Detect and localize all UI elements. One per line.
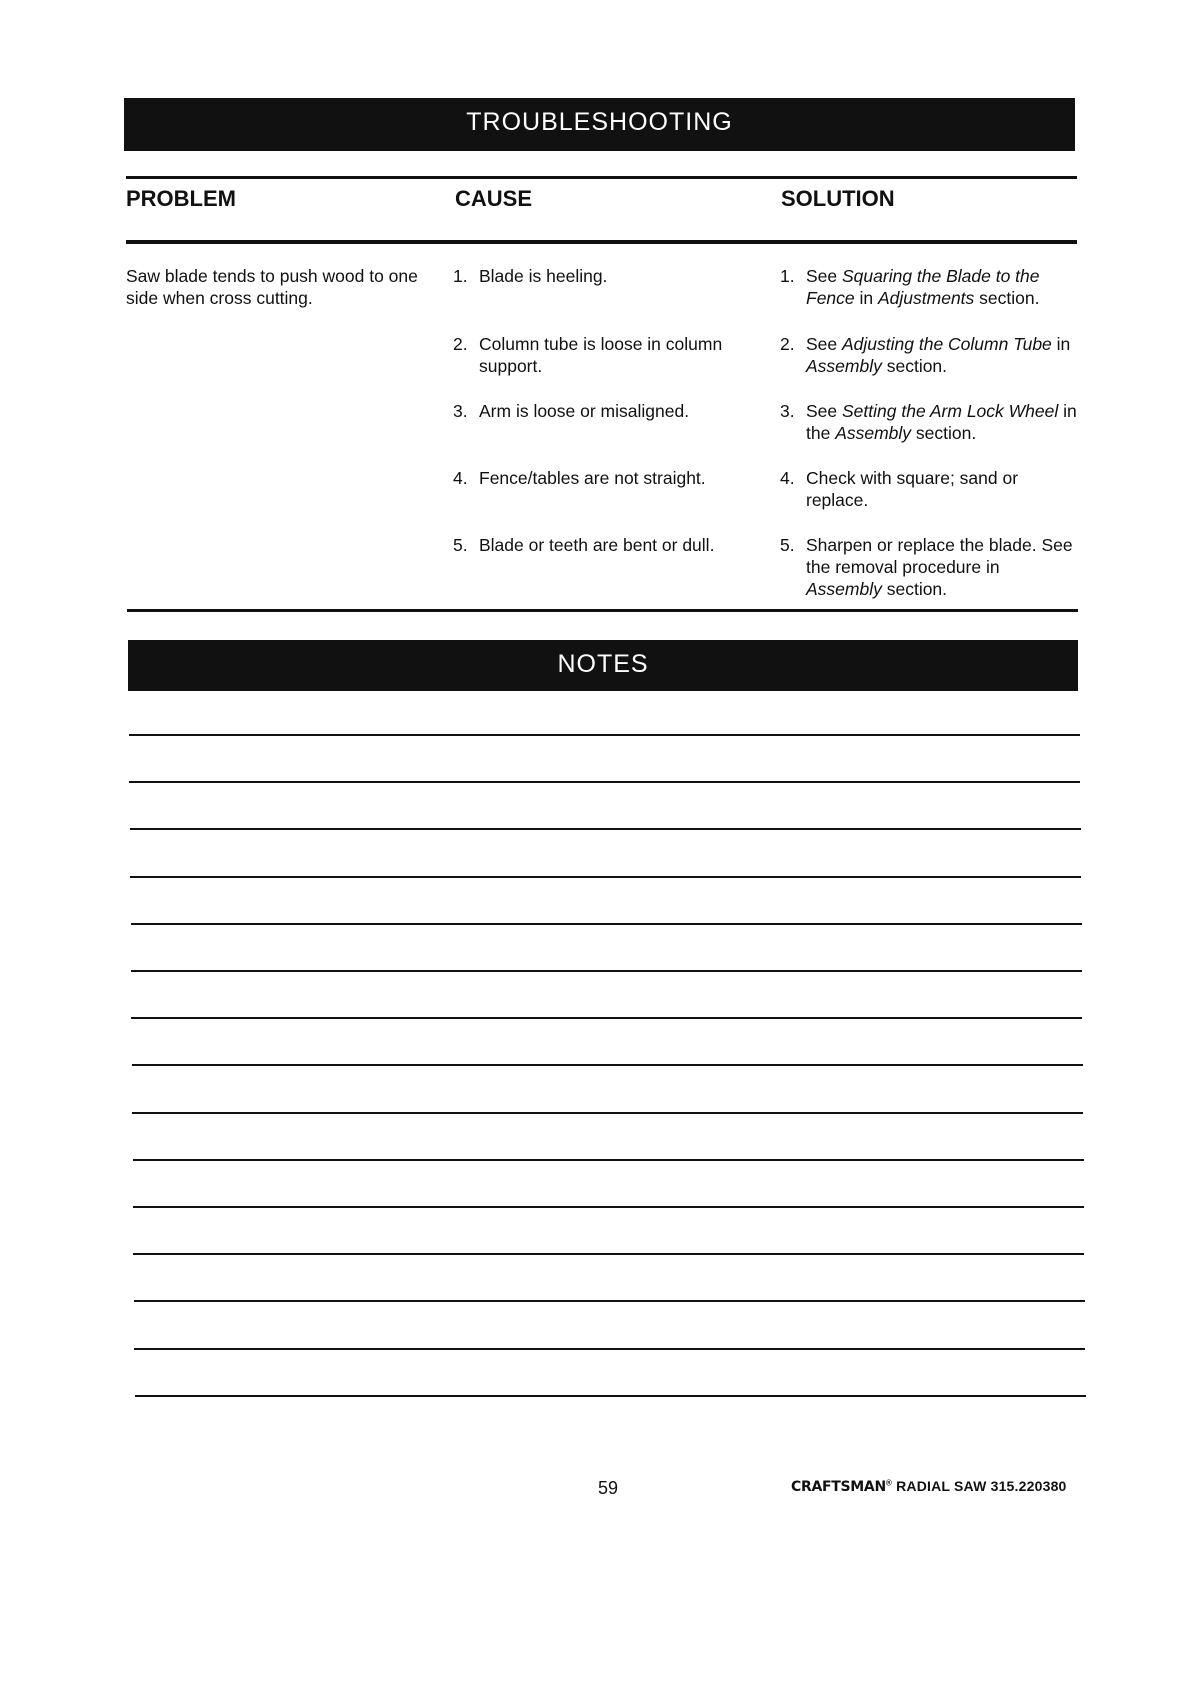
cause-text: Blade or teeth are bent or dull. bbox=[479, 535, 715, 555]
troubleshooting-title-bar bbox=[124, 98, 1075, 151]
notes-line bbox=[133, 1253, 1084, 1255]
table-top-rule bbox=[126, 176, 1077, 179]
cause-item bbox=[453, 400, 753, 422]
footer-brand bbox=[791, 1478, 1067, 1495]
notes-line bbox=[130, 828, 1081, 830]
notes-line bbox=[131, 923, 1082, 925]
solution-item bbox=[780, 534, 1080, 600]
cause-item bbox=[453, 265, 753, 287]
notes-line bbox=[132, 1064, 1083, 1066]
problem-text: Saw blade tends to push wood to one side when cross cutting. bbox=[126, 266, 418, 308]
cause-item bbox=[453, 333, 753, 377]
notes-line bbox=[131, 970, 1082, 972]
problem-header: PROBLEM bbox=[126, 186, 236, 211]
product-name: RADIAL SAW 315.220380 bbox=[896, 1478, 1067, 1494]
page-number: 59 bbox=[598, 1478, 619, 1498]
cause-number: 5. bbox=[453, 535, 468, 555]
notes-line bbox=[135, 1395, 1086, 1397]
troubleshooting-title: TROUBLESHOOTING bbox=[466, 108, 733, 136]
cause-number: 4. bbox=[453, 468, 468, 488]
notes-title-bar bbox=[128, 640, 1078, 691]
cause-item bbox=[453, 467, 753, 489]
notes-line bbox=[131, 1017, 1082, 1019]
notes-line bbox=[129, 734, 1080, 736]
cause-header: CAUSE bbox=[455, 186, 533, 211]
cause-text: Fence/tables are not straight. bbox=[479, 468, 706, 488]
table-header-rule bbox=[126, 240, 1077, 244]
solution-item bbox=[780, 265, 1080, 309]
cause-text: Blade is heeling. bbox=[479, 266, 608, 286]
cause-number: 1. bbox=[453, 266, 468, 286]
registered-mark: ® bbox=[885, 1478, 892, 1488]
cause-number: 3. bbox=[453, 401, 468, 421]
solution-text: See Squaring the Blade to the Fence in Adjustments section. bbox=[806, 266, 1040, 308]
cause-item bbox=[453, 534, 753, 556]
solution-number: 3. bbox=[780, 401, 795, 421]
notes-line bbox=[133, 1206, 1084, 1208]
cause-text: Arm is loose or misaligned. bbox=[479, 401, 690, 421]
notes-title: NOTES bbox=[557, 650, 649, 678]
notes-line bbox=[129, 781, 1080, 783]
table-bottom-rule bbox=[127, 609, 1078, 612]
solution-header: SOLUTION bbox=[781, 186, 895, 211]
notes-line bbox=[134, 1348, 1085, 1350]
solution-text: Sharpen or replace the blade. See the removal procedure in Assembly section. bbox=[806, 535, 1073, 599]
cause-number: 2. bbox=[453, 334, 468, 354]
solution-number: 4. bbox=[780, 468, 795, 488]
solution-number: 2. bbox=[780, 334, 795, 354]
solution-item bbox=[780, 400, 1080, 444]
solution-text: Check with square; sand or replace. bbox=[806, 468, 1019, 510]
notes-line bbox=[132, 1112, 1083, 1114]
notes-line bbox=[130, 876, 1081, 878]
solution-number: 5. bbox=[780, 535, 795, 555]
notes-line bbox=[133, 1159, 1084, 1161]
solution-number: 1. bbox=[780, 266, 795, 286]
craftsman-logo: CRAFTSMAN bbox=[791, 1479, 886, 1495]
solution-text: See Adjusting the Column Tube in Assembly section. bbox=[806, 334, 1071, 376]
solution-text: See Setting the Arm Lock Wheel in the Assembly section. bbox=[806, 401, 1077, 443]
solution-item bbox=[780, 467, 1080, 511]
cause-text: Column tube is loose in column support. bbox=[479, 334, 723, 376]
notes-line bbox=[134, 1300, 1085, 1302]
solution-item bbox=[780, 333, 1080, 377]
